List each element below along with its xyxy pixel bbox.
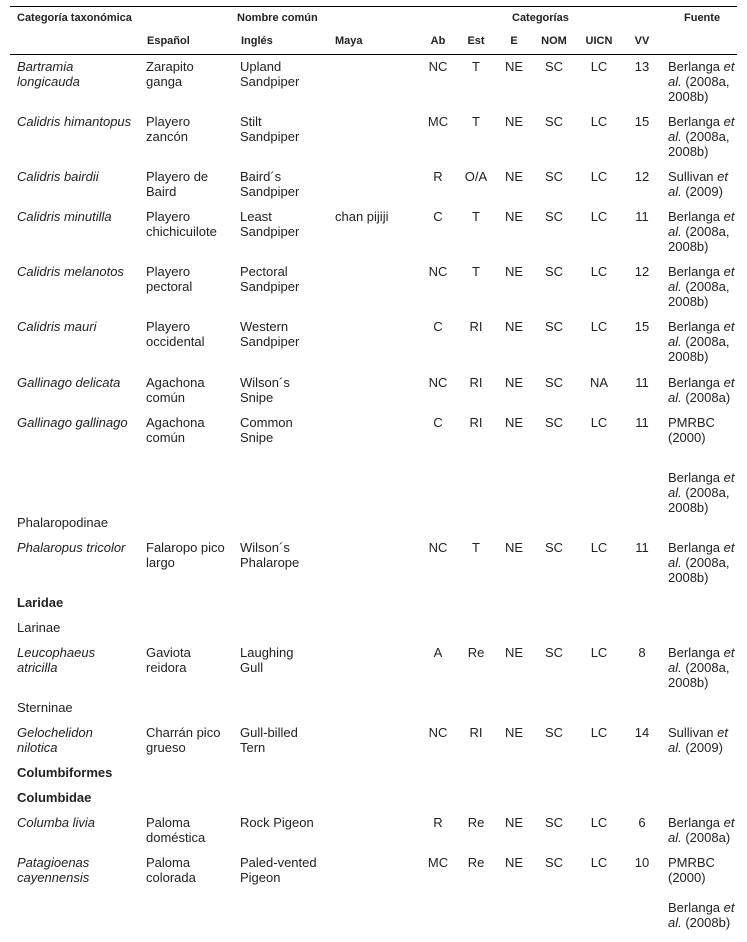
english-name: Gull [240, 660, 264, 675]
category-nom: SC [544, 319, 564, 334]
spanish-name: colorada [146, 870, 196, 885]
category-vv: 11 [635, 375, 649, 390]
source-line: Berlanga et [668, 540, 735, 555]
subgroup-heading: Sterninae [17, 700, 73, 715]
category-est: Re [467, 645, 485, 660]
category-est: RI [469, 319, 483, 334]
header-rule [10, 54, 737, 55]
english-name: Sandpiper [240, 129, 300, 144]
spanish-name: Baird [146, 184, 177, 199]
source-line: 2008b) [668, 500, 709, 515]
source-line: Berlanga et [668, 264, 735, 279]
english-name: Sandpiper [240, 334, 300, 349]
category-e: NE [504, 264, 524, 279]
english-name: Tern [240, 740, 266, 755]
category-e: NE [504, 209, 524, 224]
category-ab: MC [427, 855, 449, 870]
category-ab: C [433, 415, 443, 430]
taxon-name: Calidris melanotos [17, 264, 124, 279]
taxon-name: Calidris bairdii [17, 169, 99, 184]
category-vv: 10 [634, 855, 650, 870]
category-nom: SC [544, 114, 564, 129]
category-uicn: LC [590, 725, 608, 740]
taxon-name: Gallinago delicata [17, 375, 121, 390]
spanish-name: reidora [146, 660, 187, 675]
spanish-name: Charrán pico [146, 725, 221, 740]
category-est: RI [469, 375, 483, 390]
category-vv: 13 [634, 59, 650, 74]
source-line: Berlanga et [668, 319, 735, 334]
category-nom: SC [544, 855, 564, 870]
source-line: (2000) [668, 870, 706, 885]
category-est: T [472, 264, 480, 279]
spanish-name: Playero [146, 319, 191, 334]
category-e: NE [504, 815, 524, 830]
header-ingles: Inglés [241, 35, 273, 47]
category-ab: MC [427, 114, 449, 129]
category-ab: A [433, 645, 443, 660]
source-line: PMRBC [668, 855, 715, 870]
taxon-name: nilotica [17, 740, 58, 755]
subgroup-heading: Phalaropodinae [17, 515, 109, 530]
category-est: Re [467, 815, 485, 830]
source-line: 2008b) [668, 294, 709, 309]
category-est: RI [469, 415, 483, 430]
header-ab: Ab [430, 35, 446, 47]
header-est: Est [467, 35, 485, 47]
source-line: al. (2008a, [668, 555, 730, 570]
spanish-name: doméstica [146, 830, 206, 845]
source-line: Berlanga et [668, 59, 735, 74]
taxon-name: Phalaropus tricolor [17, 540, 126, 555]
header-e: E [510, 35, 518, 47]
english-name: Pectoral [240, 264, 288, 279]
source-line: al. (2008a) [668, 390, 731, 405]
category-e: NE [504, 855, 524, 870]
category-nom: SC [544, 264, 564, 279]
category-uicn: LC [590, 209, 608, 224]
category-vv: 8 [638, 645, 646, 660]
top-rule [10, 6, 737, 7]
spanish-name: Agachona [146, 375, 205, 390]
taxon-name: Gelochelidon [17, 725, 93, 740]
category-nom: SC [544, 725, 564, 740]
category-e: NE [504, 645, 524, 660]
source-line: al. (2008a, [668, 660, 730, 675]
category-uicn: LC [590, 415, 608, 430]
category-nom: SC [544, 415, 564, 430]
source-line: Berlanga et [668, 645, 735, 660]
source-line: 2008b) [668, 570, 709, 585]
category-nom: SC [544, 375, 564, 390]
header-maya: Maya [335, 35, 363, 47]
category-vv: 15 [634, 319, 650, 334]
english-name: Western [240, 319, 289, 334]
english-name: Pigeon [240, 870, 281, 885]
category-ab: R [433, 815, 443, 830]
header-nombre-comun: Nombre común [237, 12, 318, 24]
spanish-name: Playero [146, 209, 191, 224]
english-name: Upland [240, 59, 282, 74]
source-line: al. (2008a, [668, 129, 730, 144]
taxon-name: Leucophaeus [17, 645, 96, 660]
category-nom: SC [544, 645, 564, 660]
category-uicn: LC [590, 59, 608, 74]
source-line: al. (2008a, [668, 224, 730, 239]
header-categorias: Categorías [512, 12, 569, 24]
source-line: (2000) [668, 430, 706, 445]
english-name: Baird´s [240, 169, 282, 184]
category-e: NE [504, 114, 524, 129]
category-vv: 12 [634, 169, 650, 184]
spanish-name: Playero [146, 264, 191, 279]
category-vv: 11 [635, 415, 649, 430]
category-uicn: LC [590, 855, 608, 870]
group-heading: Columbiformes [17, 765, 113, 780]
source-line: Berlanga et [668, 375, 735, 390]
source-line: al. (2008a, [668, 279, 730, 294]
category-uicn: LC [590, 645, 608, 660]
spanish-name: Playero [146, 114, 191, 129]
category-e: NE [504, 319, 524, 334]
category-uicn: NA [589, 375, 609, 390]
english-name: Snipe [240, 390, 274, 405]
header-vv: VV [634, 35, 650, 47]
taxon-name: Calidris minutilla [17, 209, 112, 224]
category-uicn: LC [590, 815, 608, 830]
spanish-name: Playero de [146, 169, 209, 184]
category-nom: SC [544, 540, 564, 555]
source-line: al. (2009) [668, 740, 723, 755]
taxon-name: Columba livia [17, 815, 96, 830]
category-ab: NC [428, 725, 448, 740]
english-name: Rock Pigeon [240, 815, 314, 830]
category-vv: 14 [634, 725, 650, 740]
category-uicn: LC [590, 114, 608, 129]
subgroup-heading: Larinae [17, 620, 61, 635]
source-line: Berlanga et [668, 114, 735, 129]
spanish-name: pectoral [146, 279, 193, 294]
category-e: NE [504, 375, 524, 390]
spanish-name: Paloma [146, 855, 191, 870]
taxon-name: Gallinago gallinago [17, 415, 128, 430]
category-vv: 11 [635, 209, 649, 224]
group-heading: Columbidae [17, 790, 92, 805]
category-ab: NC [428, 375, 448, 390]
category-ab: C [433, 209, 443, 224]
category-nom: SC [544, 815, 564, 830]
header-nom: NOM [541, 35, 567, 47]
source-line: al. (2008b) [668, 915, 731, 930]
spanish-name: Gaviota [146, 645, 191, 660]
source-line: 2008b) [668, 89, 709, 104]
header-uicn: UICN [585, 35, 613, 47]
taxon-name: Calidris himantopus [17, 114, 132, 129]
english-name: Stilt [240, 114, 262, 129]
category-est: T [472, 540, 480, 555]
category-e: NE [504, 169, 524, 184]
category-ab: NC [428, 540, 448, 555]
category-ab: NC [428, 59, 448, 74]
category-nom: SC [544, 209, 564, 224]
category-vv: 6 [638, 815, 646, 830]
spanish-name: Zarapito [146, 59, 194, 74]
english-name: Paled-vented [240, 855, 317, 870]
category-uicn: LC [590, 540, 608, 555]
taxon-name: atricilla [17, 660, 58, 675]
category-est: T [472, 209, 480, 224]
spanish-name: Paloma [146, 815, 191, 830]
source-line: Berlanga et [668, 900, 735, 915]
english-name: Laughing [240, 645, 294, 660]
english-name: Wilson´s [240, 540, 290, 555]
category-uicn: LC [590, 264, 608, 279]
source-line: al. (2008a, [668, 485, 730, 500]
category-e: NE [504, 540, 524, 555]
category-nom: SC [544, 59, 564, 74]
english-name: Phalarope [240, 555, 300, 570]
spanish-name: Falaropo pico [146, 540, 225, 555]
spanish-name: común [146, 390, 186, 405]
source-line: 2008b) [668, 675, 709, 690]
source-line: 2008b) [668, 349, 709, 364]
category-est: O/A [464, 169, 488, 184]
category-est: T [472, 114, 480, 129]
english-name: Sandpiper [240, 279, 300, 294]
category-ab: NC [428, 264, 448, 279]
header-fuente: Fuente [684, 12, 721, 24]
spanish-name: zancón [146, 129, 188, 144]
category-e: NE [504, 725, 524, 740]
english-name: Sandpiper [240, 184, 300, 199]
english-name: Sandpiper [240, 224, 300, 239]
category-vv: 12 [634, 264, 650, 279]
source-line: al. (2008a, [668, 334, 730, 349]
category-ab: R [433, 169, 443, 184]
category-vv: 15 [634, 114, 650, 129]
source-line: 2008b) [668, 239, 709, 254]
category-e: NE [504, 59, 524, 74]
source-line: Berlanga et [668, 209, 735, 224]
spanish-name: grueso [146, 740, 186, 755]
category-est: T [472, 59, 480, 74]
taxon-name: Bartramia [17, 59, 74, 74]
taxon-name: Calidris mauri [17, 319, 97, 334]
category-uicn: LC [590, 169, 608, 184]
source-line: al. (2009) [668, 184, 723, 199]
header-categoria: Categoría taxonómica [17, 12, 132, 24]
english-name: Snipe [240, 430, 274, 445]
taxon-name: longicauda [17, 74, 80, 89]
header-espanol: Español [147, 35, 190, 47]
group-heading: Laridae [17, 595, 64, 610]
spanish-name: común [146, 430, 186, 445]
taxon-name: Patagioenas [17, 855, 90, 870]
source-line: Berlanga et [668, 470, 735, 485]
english-name: Least [240, 209, 272, 224]
english-name: Wilson´s [240, 375, 290, 390]
category-ab: C [433, 319, 443, 334]
source-line: PMRBC [668, 415, 715, 430]
maya-name: chan pijiji [335, 209, 389, 224]
spanish-name: ganga [146, 74, 183, 89]
category-uicn: LC [590, 319, 608, 334]
source-line: al. (2008a, [668, 74, 730, 89]
category-est: Re [467, 855, 485, 870]
spanish-name: Agachona [146, 415, 205, 430]
spanish-name: occidental [146, 334, 205, 349]
category-est: RI [469, 725, 483, 740]
spanish-name: chichicuilote [146, 224, 217, 239]
english-name: Sandpiper [240, 74, 300, 89]
category-e: NE [504, 415, 524, 430]
category-vv: 11 [635, 540, 649, 555]
source-line: Sullivan et [668, 725, 728, 740]
taxon-name: cayennensis [17, 870, 90, 885]
category-nom: SC [544, 169, 564, 184]
source-line: Sullivan et [668, 169, 728, 184]
source-line: Berlanga et [668, 815, 735, 830]
english-name: Gull-billed [240, 725, 298, 740]
source-line: al. (2008a) [668, 830, 731, 845]
spanish-name: largo [146, 555, 175, 570]
english-name: Common [240, 415, 293, 430]
source-line: 2008b) [668, 144, 709, 159]
